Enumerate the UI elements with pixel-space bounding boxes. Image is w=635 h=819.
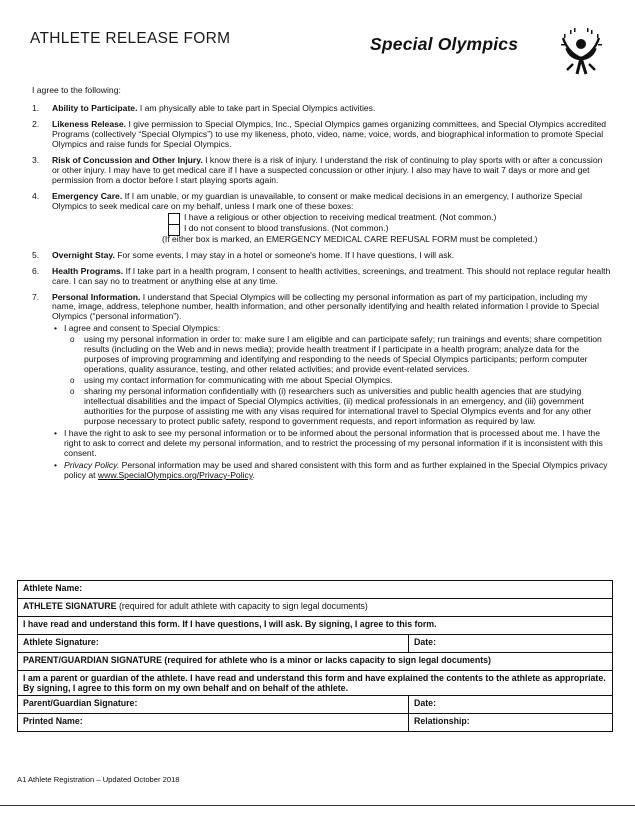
term-number: 7. bbox=[32, 291, 40, 302]
term-heading: Likeness Release. bbox=[52, 118, 127, 129]
term-text: I know there is a risk of injury. I understand the risk of continuing to play sports with or after a concussion or other injury. I may have to get medical care if I have a suspected concussion or other injury. I also may have to wait 7 days or more and get permission from a doctor before I start playing sports again. bbox=[52, 154, 603, 185]
religious-objection-label: I have a religious or other objection to receiving medical treatment. (Not common.) bbox=[184, 211, 497, 222]
term-text: For some events, I may stay in a hotel or someone's home. If I have questions, I will ask. bbox=[117, 249, 455, 260]
term-heading: Overnight Stay. bbox=[52, 249, 115, 260]
term-heading: Risk of Concussion and Other Injury. bbox=[52, 154, 203, 165]
intro-text: I agree to the following: bbox=[32, 85, 121, 95]
term-likeness bbox=[32, 120, 612, 150]
page-bottom-divider bbox=[0, 805, 635, 806]
page-title: ATHLETE RELEASE FORM bbox=[30, 30, 231, 47]
term-concussion bbox=[32, 156, 612, 186]
brand-logo-text: Special Olympics bbox=[370, 34, 519, 54]
relationship-field[interactable]: Relationship: bbox=[409, 714, 613, 732]
list-item: o using my contact information for communicating with me about Special Olympics. bbox=[64, 376, 612, 386]
athlete-statement: I have read and understand this form. If I have questions, I will ask. By signing, I agree to this form. bbox=[18, 617, 613, 635]
privacy-policy-label: Privacy Policy. bbox=[64, 460, 120, 470]
blood-transfusion-option bbox=[52, 224, 612, 234]
term-text: If I take part in a health program, I consent to health activities, screenings, and treatment. This should not replace regular health care. I can say no to treatment or anything else at any time. bbox=[52, 265, 611, 286]
privacy-policy-text: Personal information may be used and shared consistent with this form and as further explained in the Special Olympics privacy policy at bbox=[64, 460, 608, 480]
term-heading: Ability to Participate. bbox=[52, 102, 138, 113]
list-item: • I have the right to ask to see my personal information or to be informed about the personal information that is processed about me. I have the right to ask to correct and delete my personal information, and to restrict the processing of my personal information if it is inconsistent with this consent. bbox=[52, 429, 612, 459]
term-ability bbox=[32, 104, 612, 114]
refusal-form-note: (If either box is marked, an EMERGENCY MEDICAL CARE REFUSAL FORM must be completed.) bbox=[162, 233, 538, 244]
signature-table bbox=[17, 580, 613, 732]
consent-bullet: I agree and consent to Special Olympics: bbox=[64, 323, 221, 334]
term-heading: Personal Information. bbox=[52, 291, 141, 302]
parent-date-field[interactable]: Date: bbox=[409, 696, 613, 714]
term-heading: Emergency Care. bbox=[52, 190, 123, 201]
form-footer: A1 Athlete Registration – Updated October 2018 bbox=[17, 775, 180, 784]
term-personal-information bbox=[32, 293, 612, 481]
athlete-signature-title: ATHLETE SIGNATURE bbox=[23, 601, 117, 611]
term-overnight bbox=[32, 251, 612, 261]
term-text: I understand that Special Olympics will be collecting my personal information as part of my participation, including my name, image, address, telephone number, health information, and other personally identifying and health related information I provide to Special Olympics (“personal information”). bbox=[52, 291, 599, 322]
athlete-signature-field[interactable]: Athlete Signature: bbox=[18, 635, 409, 653]
term-number: 5. bbox=[32, 249, 40, 260]
term-health-programs bbox=[32, 267, 612, 287]
list-item: o sharing my personal information confidentially with (i) researchers such as universities and public health agencies that are studying intellectual disabilities and the impact of Special Olympics activities, (ii) medical professionals in an emergency, and (iii) government authorities for the purpose of assisting me with any visas required for international travel to Special Olympics events and for any other purpose necessary to protect public safety, respond to government requests, and report information as required by law. bbox=[64, 387, 612, 427]
term-number: 6. bbox=[32, 265, 40, 276]
release-terms bbox=[32, 86, 612, 487]
personal-info-bullets bbox=[52, 324, 612, 481]
athlete-name-field[interactable]: Athlete Name: bbox=[18, 581, 613, 599]
religious-objection-option bbox=[52, 213, 612, 223]
term-number: 4. bbox=[32, 190, 40, 201]
term-text: I am physically able to take part in Special Olympics activities. bbox=[139, 102, 376, 113]
athlete-signature-heading bbox=[18, 599, 613, 617]
term-text: If I am unable, or my guardian is unavailable, to consent or make medical decisions in an emergency, I authorize Special Olympics to seek medical care on my behalf, unless I mark one of these boxes: bbox=[52, 190, 583, 211]
list-item bbox=[52, 324, 612, 427]
consent-sub-list bbox=[64, 335, 612, 427]
list-item bbox=[52, 461, 612, 481]
blood-transfusion-checkbox[interactable] bbox=[168, 224, 180, 236]
term-number: 3. bbox=[32, 154, 40, 165]
parent-statement: I am a parent or guardian of the athlete. I have read and understand this form and have explained the contents to the athlete as appropriate. By signing, I agree to this form on my own behalf and on behalf of the athlete. bbox=[18, 671, 613, 696]
term-text: I give permission to Special Olympics, Inc., Special Olympics games organizing committees, and Special Olympics accredited Programs (collectively “Special Olympics”) to use my likeness, photo, video, name, voice, words, and biographical information to promote Special Olympics and raise funds for Special Olympics. bbox=[52, 118, 607, 149]
term-number: 1. bbox=[32, 102, 40, 113]
parent-signature-field[interactable]: Parent/Guardian Signature: bbox=[18, 696, 409, 714]
term-heading: Health Programs. bbox=[52, 265, 124, 276]
list-item: o using my personal information in order to: make sure I am eligible and can participate safely; run trainings and events; share competition results (including on the Web and in news media); provide health treatment if I participate in a health program; analyze data for the purposes of improving programming and identifying and responding to the needs of Special Olympics participants; perform computer operations, quality assurance, testing, and other related activities; and provide event-related services. bbox=[64, 335, 612, 375]
athlete-date-field[interactable]: Date: bbox=[409, 635, 613, 653]
athlete-signature-note: (required for adult athlete with capacity to sign legal documents) bbox=[118, 601, 368, 611]
privacy-policy-link[interactable]: www.SpecialOlympics.org/Privacy-Policy bbox=[97, 469, 253, 480]
blood-transfusion-label: I do not consent to blood transfusions. (Not common.) bbox=[184, 222, 389, 233]
privacy-policy-end: . bbox=[252, 469, 255, 480]
printed-name-field[interactable]: Printed Name: bbox=[18, 714, 409, 732]
term-number: 2. bbox=[32, 118, 40, 129]
form-header bbox=[30, 24, 612, 84]
term-emergency-care bbox=[32, 192, 612, 245]
special-olympics-emblem-icon bbox=[553, 24, 609, 80]
parent-signature-heading: PARENT/GUARDIAN SIGNATURE (required for athlete who is a minor or lacks capacity to sign legal documents) bbox=[18, 653, 613, 671]
